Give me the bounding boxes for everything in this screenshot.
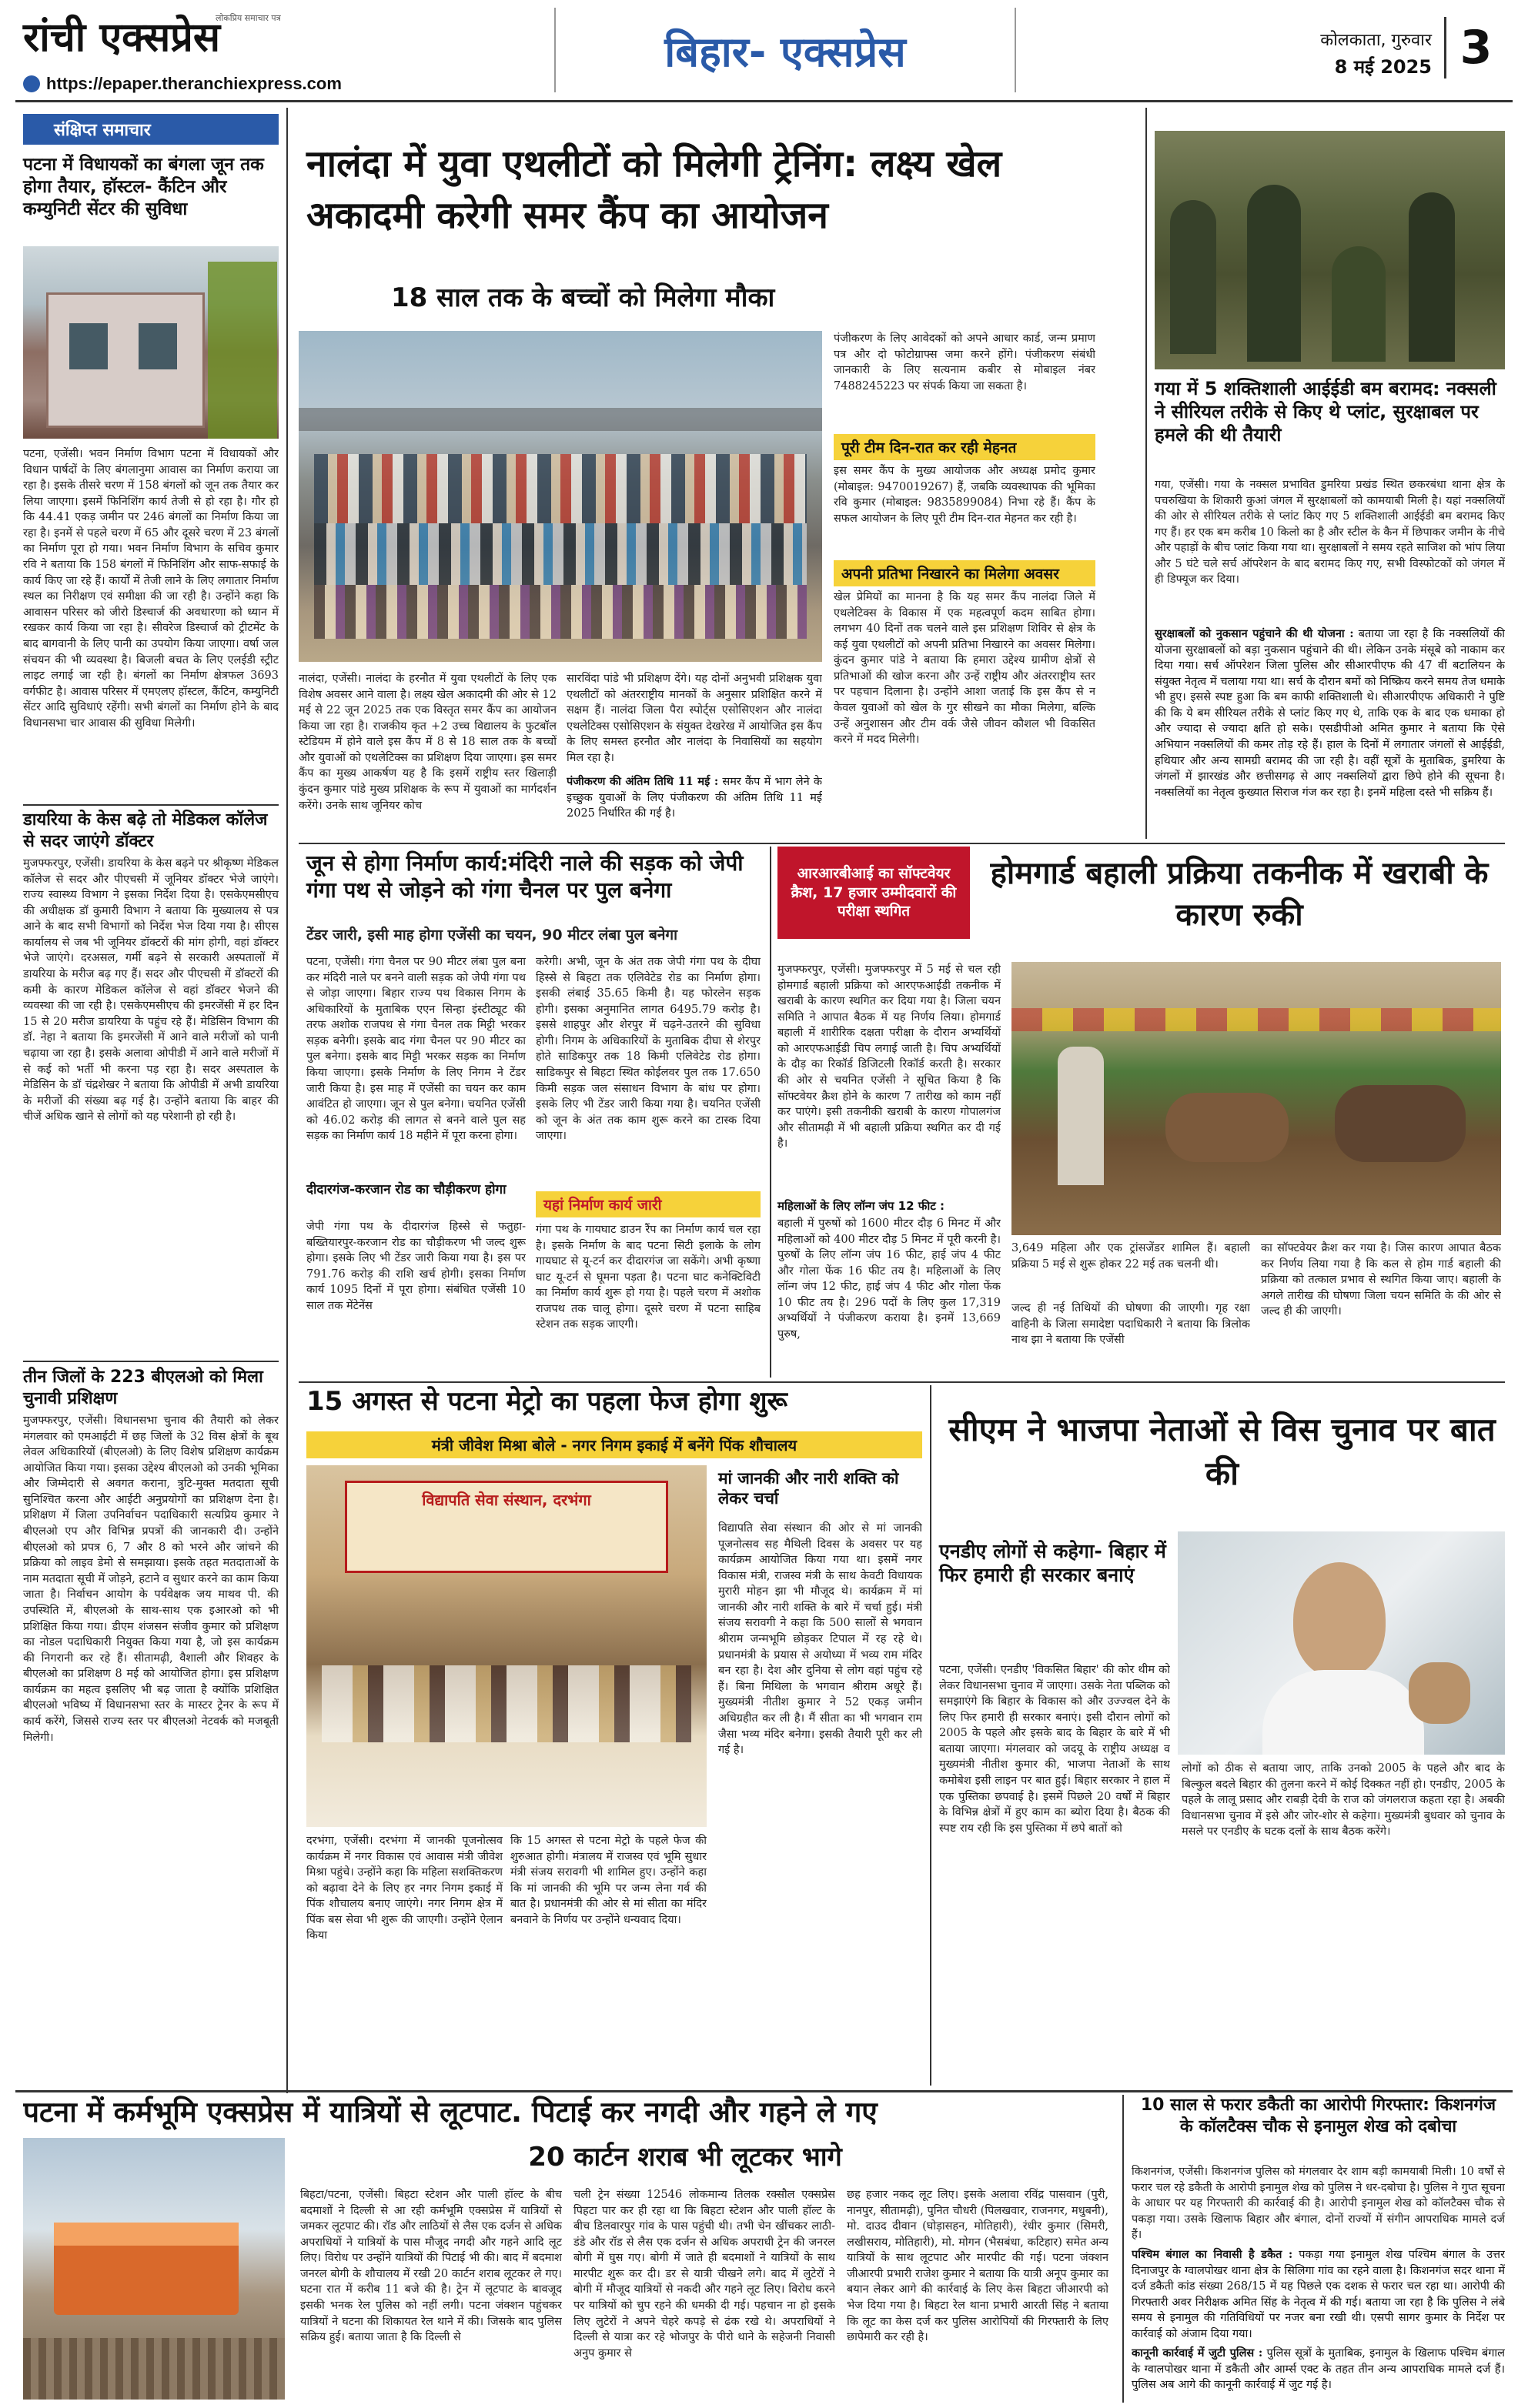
metro-col2: कि 15 अगस्त से पटना मेट्रो के पहले फेज की शुरुआत होगी। मंत्रालय में राजस्व एवं भूमि सुधार मंत्री संजय सरावगी भी शामिल हुए। उन्होंने कहा कि मां जानकी की भूमि पर जन्म लेना गर्व की बात है। प्रधानमंत्री की ओर से मां सीता का मंदिर बनवाने के निर्णय पर उन्होंने धन्यवाद दिया। <box>510 1835 707 1926</box>
kishanganj-sub2: कानूनी कार्रवाई में जुटी पुलिस : पुलिस सूत्रों के मुताबिक, इनामुल के खिलाफ पश्चिम बंगाल के ग्वालपोखर थाना में डकैती और आर्म्स एक्ट के तहत तीन अन्य आपराधिक मामले दर्ज हैं। पुलिस अब आगे की कानूनी कार्रवाई में जुट गई है। <box>1132 2346 1505 2392</box>
homeguard-story <box>777 847 1505 1378</box>
event-banner: विद्यापति सेवा संस्थान, दरभंगा <box>345 1481 668 1573</box>
train-col2: चली ट्रेन संख्या 12546 लोकमान्य तिलक रक्सौल एक्सप्रेस पिहटा पार कर ही रहा था कि बिहटा स्टेशन और पाली हॉल्ट के बीच डिलवारपुर गांव के पास पहुंची थी। तभी चेन खींचकर लाठी-डंडे और रॉड से लैस एक दर्जन से अधिक अपराधी ट्रेन की जनरल बोगी में घुस गए। बोगी में जाते ही बदमाशों ने यात्रियों के साथ मारपीट शुरू कर दी। डर से यात्री चीखने लगे। बाद में लुटेरों ने बोगी में मौजूद यात्रियों से नकदी और गहने लूट लिए। विरोध करने पर यात्रियों को चुप रहने की धमकी दी गई। पहचान ना हो इसके लिए लुटेरों ने अपने चेहरे कपड़े से ढंक रखे थे। अपराधियों ने दिल्ली से यात्रा कर रहे भोजपुर के पीरो थाने के सहेजनी निवासी अनुप कुमार से <box>573 2189 835 2360</box>
metro-headline: 15 अगस्त से पटना मेट्रो का पहला फेज होगा शुरू <box>306 1386 787 1417</box>
section-title: बिहार- एक्सप्रेस <box>554 8 1016 92</box>
epaper-url[interactable]: https://epaper.theranchiexpress.com <box>23 72 454 95</box>
homeguard-col2: 3,649 महिला और एक ट्रांसजेंडर शामिल हैं। बहाली प्रक्रिया 5 मई से शुरू होकर 22 मई तक चलनी थी। <box>1011 1242 1250 1271</box>
lead-col1: नालंदा, एजेंसी। नालंदा के हरनौत में युवा एथलीटों के लिए एक विशेष अवसर आने वाला है। लक्ष्य खेल अकादमी की ओर से 12 मई से 22 जून 2025 तक एक विस्तृत समर कैंप का आयोजन किया जा रहा है। राजकीय कृत +2 उच्च विद्यालय के फुटबॉल स्टेडियम में होने वाले इस कैंप में 8 से 18 साल तक के बच्चों और युवाओं को एथलेटिक्स का प्रशिक्षण दिया जाएगा। इस समर कैंप का मुख्य आकर्षण यह है कि इसमें राष्ट्रीय स्तर खिलाड़ी कुंदन कुमार पांडे मुख्य प्रशिक्षक के रूप में युवाओं का मार्गदर्शन करेंगे। उनके साथ जूनियर कोच <box>299 673 557 812</box>
train-headline: पटना में कर्मभूमि एक्सप्रेस में यात्रियों से लूटपाट. पिटाई कर नगदी और गहने ले गए <box>23 2096 878 2129</box>
lead-bar2-body: खेल प्रेमियों का मानना है कि यह समर कैंप नालंदा जिले में एथलेटिक्स के विकास में एक महत्वपूर्ण कदम साबित होगा। लगभग 40 दिनों तक चलने वाले इस प्रशिक्षण शिविर से क्षेत्र के कई युवा एथलीटों को अपनी प्रतिभा निखारने का अवसर मिलेगा। कुंदन कुमार पांडे ने बताया कि हमारा उद्देश्य ग्रामीण क्षेत्रों से प्रतिभाओं की खोज करना और उन्हें राष्ट्रीय और अंतरराष्ट्रीय स्तर पर पहचान दिलाना है। उन्होंने आशा जताई कि इस कैंप से न केवल युवाओं को खेल के गुर सीखने का मौका मिलेगा, बल्कि उन्हें अनुशासन और टीम वर्क जैसे जीवन कौशल भी विकसित करने में मदद मिलेगी। <box>834 591 1095 746</box>
kishanganj-story <box>1132 2095 1505 2403</box>
metro-yellow-bar: मंत्री जीवेश मिश्रा बोले - नगर निगम इकाई में बनेंगे पिंक शौचालय <box>306 1431 922 1458</box>
gaya-sub: सुरक्षाबलों को नुकसान पहुंचाने की थी योजना : बताया जा रहा है कि नक्सलियों की योजना सुरक्षाबलों को बड़ा नुकसान पहुंचाने की थी। लेकिन उनके मंसूबे को नाकाम कर दिया गया। सर्च ऑपरेशन जिला पुलिस और सीआरपीएफ की 47 वीं बटालियन के संयुक्त नेतृत्व में चलाया गया था। सर्च के दौरान बमों को निष्क्रिय करने समय तेज धमाके भी हुए। इससे स्पष्ट हुआ कि बम काफी शक्तिशाली थे। सीआरपीएफ अधिकारी ने पुष्टि की कि ये बम सीरियल तरीके से प्लांट किए गए थे, ताकि एक के बाद एक धमाका हो और ज्यादा से ज्यादा क्षति हो सके। एसडीपीओ अमित कुमार ने बताया कि ऐसे अभियान नक्सलियों की कमर तोड़ रहे हैं। हाल के दिनों में लगातार जंगलों से आईईडी, हथियार और अन्य सामग्री बरामद की जा रही है। वहीं सूत्रों के मुताबिक, डुमरिया के जंगलों में झारखंड और छत्तीसगढ़ से आए नक्सलियों द्वारा छिपे होने की सूचना है। नक्सलियों का नेतृत्व कुख्यात सिराज गंज कर रहा है। इनमें महिला दस्ते भी सक्रिय हैं। <box>1155 627 1505 799</box>
metro-side-body: विद्यापति सेवा संस्थान की ओर से मां जानकी पूजनोत्सव सह मैथिली दिवस के अवसर पर यह कार्यक्रम आयोजित किया गया था। इसमें नगर विकास मंत्री, राजस्व मंत्री के साथ केवटी विधायक मुरारी मोहन झा भी मौजूद थे। कार्यक्रम में मां जानकी और नारी शक्ति के बारे में चर्चा हुई। मंत्री संजय सरावगी ने कहा कि 500 सालों से भगवान श्रीराम जन्मभूमि छोड़कर टिपाल में रह रहे थे। प्रधानमंत्री के प्रयास से अयोध्या में भव्य राम मंदिर बन रहा है। देश और दुनिया से लोग वहां पहुंच रहे हैं। बिना मिथिला के भगवान श्रीराम अधूरे हैं। मुख्यमंत्री नीतीश कुमार ने 52 एकड़ जमीन अधिग्रहीत कर ली है। मैं सीता का भी भगवान राम जैसा भव्य मंदिर बनेगा। इसकी तैयारी पूरी कर ली गई है। <box>718 1522 922 1757</box>
rule-above-bottom <box>15 2090 1513 2092</box>
train-right-rule <box>1122 2095 1124 2403</box>
rule-below-lead <box>299 843 1505 844</box>
metro-story <box>299 1385 924 2086</box>
brief-1-headline: पटना में विधायकों का बंगला जून तक होगा तैयार, हॉस्टल- कैंटिन और कम्युनिटी सेंटर की सुविधा <box>23 155 264 219</box>
train-col3: छह हजार नकद लूट लिए। इसके अलावा रविंद्र पासवान (पुरी, नानपुर, सीतामढ़ी), पुनित चौधरी (पिलखवार, राजनगर, मधुबनी), मो. दाउद दीवान (घोड़ासहन, मोतिहारी), रंधीर कुमार (सिमरी, लखीसराय, मोतिहारी), मो. मोगन (भैसबंधा, कटिहार) समेत अन्य यात्रियों के साथ लूटपाट और मारपीट की गई। पटना जंक्शन जीआरपी प्रभारी राजेश कुमार ने बताया कि यात्री अनूप कुमार का बयान लेकर आगे की कार्रवाई के लिए केस बिहटा जीआरपी को भेज दिया गया है। बिहटा रेल थाना प्रभारी आरती सिंह ने बताया कि लूट का केस दर्ज कर पुलिस आरोपियों की गिरफ्तारी के लिए छापेमारी कर रही है। <box>847 2189 1108 2344</box>
gaya-headline: गया में 5 शक्तिशाली आईईडी बम बरामद: नक्सली ने सीरियल तरीके से किए थे प्लांट, सुरक्षाबल पर हमले की थी तैयारी <box>1155 378 1496 446</box>
lead-bar1: पूरी टीम दिन-रात कर रही मेहनत <box>834 434 1095 460</box>
kishanganj-body: किशनगंज, एजेंसी। किशनगंज पुलिस को मंगलवार देर शाम बड़ी कामयाबी मिली। 10 वर्षों से फरार चल रहे डकैती के आरोपी इनामुल शेख को पुलिस ने धर-दबोचा है। पुलिस ने गुप्त सूचना के आधार पर यह गिरफ्तारी की कार्रवाई की है। आरोपी इनामुल शेख को कॉलटैक्स चौक से पकड़ा गया। उसके खिलाफ बिहार और बंगाल, दोनों राज्यों में संगीन आपराधिक मामले दर्ज हैं। <box>1132 2166 1505 2242</box>
train-col1: बिहटा/पटना, एजेंसी। बिहटा स्टेशन और पाली हॉल्ट के बीच बदमाशों ने दिल्ली से आ रही कर्मभूमि एक्सप्रेस में यात्रियों से जमकर लूटपाट की। रॉड और लाठियों से लैस एक दर्जन से अधिक अपराधियों ने यात्रियों के पास मौजूद नगदी और गहने आदि लूट लिए। विरोध पर उन्होंने यात्रियों की पिटाई भी की। बाद में बदमाश जनरल बोगी के शौचालय में रखी 20 कार्टन शराब लूटकर ले गए। घटना रात में करीब 11 बजे की है। ट्रेन में लूटपाट के बावजूद इसकी भनक रेल पुलिस को नहीं लगी। पटना जंक्शन पहुंचकर यात्रियों ने घटना की शिकायत रेल थाने में की। जिसके बाद पुलिस सक्रिय हुई। बताया जाता है कि दिल्ली से <box>300 2189 562 2344</box>
homeguard-col1b: बहाली में पुरुषों को 1600 मीटर दौड़ 6 मिनट में और महिलाओं को 400 मीटर दौड़ 5 मिनट में पूरी करनी है। पुरुषों के लिए लॉन्ग जंप 16 फीट, हाई जंप 4 फीट और गोला फेंक 16 फीट तय है। महिलाओं के लिए लॉन्ग जंप 12 फीट, हाई जंप 4 फीट और गोला फेंक 10 फीट तय है। 296 पदों के लिए कुल 17,319 अभ्यर्थियों ने पंजीकरण कराया है। इनमें 13,669 पुरुष, <box>777 1217 1001 1341</box>
bridge-story <box>299 847 761 1378</box>
issue-date: 8 मई 2025 <box>1334 56 1432 78</box>
cm-portrait-photo <box>1178 1531 1505 1755</box>
masthead-divider <box>15 100 1513 102</box>
metro-right-rule <box>930 1385 931 2086</box>
lead-headline: नालंदा में युवा एथलीटों को मिलेगी ट्रेनिंग: लक्ष्य खेल अकादमी करेगी समर कैंप का आयोजन <box>306 142 1002 238</box>
brief-2-body: मुजफ्फरपुर, एजेंसी। डायरिया के केस बढ़ने पर श्रीकृष्ण मेडिकल कॉलेज से सदर और पीएचसी में जूनियर डॉक्टर भेजे जाएंगे। राज्य स्वास्थ्य विभाग ने इसका निर्देश दिया है। एसकेएमसीएच की अधीक्षक डॉ कुमारी विभाग ने बताया कि मुख्यालय से पत्र आने के बाद सभी विभागों को निर्देश भेज दिया गया है। सीएस कार्यालय से जब भी जूनियर डॉक्टरों की मांग होगी, वहां डॉक्टर भेजे जाएंगे। दरअसल, गर्मी बढ़ने से सरकारी अस्पतालों में डायरिया के मरीज बढ़ गए हैं। सदर और पीएचसी में डॉक्टरों की कमी के कारण मेडिकल कॉलेज से वहां डॉक्टर भेजने की व्यवस्था की जा रही है। एसकेएमसीएच की इमरजेंसी में हर दिन 15 से 20 मरीज डायरिया के पहुंच रहे हैं। मेडिसिन विभाग की डॉ. नेहा ने बताया कि इमरजेंसी में आने वाले मरीजों को पानी चढ़ाया जा रहा है। इसके अलावा ओपीडी में आने वाले मरीजों में से कई को भर्ती भी करना पड़ रहा है। सदर अस्पताल के मेडिसिन के डॉ चंद्रशेखर ने बताया कि ओपीडी में अभी डायरिया के मरीजों की संख्या बढ़ गई है। उन्होंने बताया कि बाहर की चीजें अधिक खाने से लोगों को यह परेशानी हो रही है। <box>23 857 279 1124</box>
kishanganj-sub: पश्चिम बंगाल का निवासी है डकैत : पकड़ा गया इनामुल शेख पश्चिम बंगाल के उत्तर दिनाजपुर के ग्वालपोखर थाना क्षेत्र के सिलिगा गांव का रहने वाला है। किशनगंज सदर थाना में दर्ज डकैती कांड संख्या 268/15 में यह पिछले एक दशक से फरार चल रहा था। आरोपी की गिरफ्तारी अवर निरीक्षक अमित सिंह के नेतृत्व में की गई। बताया जा रहा है कि पुलिस ने लंबे समय से इनामुल की गतिविधियों पर नजर बना रखी थी। एसपी सागर कुमार के निर्देश पर कार्रवाई को अंजाम दिया गया। <box>1132 2248 1505 2340</box>
brief-3-body: मुजफ्फरपुर, एजेंसी। विधानसभा चुनाव की तैयारी को लेकर मंगलवार को एमआईटी में छह जिलों के 32 विस क्षेत्रों के बूथ लेवल अधिकारियों (बीएलओ) के लिए विशेष प्रशिक्षण कार्यक्रम आयोजित किया गया। इसका उद्देश्य बीएलओ को उनकी भूमिका और जिम्मेदारी से अवगत कराना, त्रुटि-मुक्त मतदाता सूची सुनिश्चित करना और आईटी अनुप्रयोगों का प्रशिक्षण देना है। प्रशिक्षण में जिला उपनिर्वाचन पदाधिकारी सत्यप्रिय कुमार ने बीएलओ एप और विभिन्न प्रपत्रों की जानकारी दी। उन्होंने बीएलओ को प्रपत्र 6, 7 और 8 को भरने और जांचने की प्रक्रिया को लाइव डेमो से समझाया। इसके तहत मतदाताओं के नाम मतदाता सूची में जोड़ने, हटाने व सुधार करने का काम किया जाता है। निर्वाचन आयोग के पर्यवेक्षक जय माथव पी. की उपस्थिति में, बीएलओ के साथ-साथ एक इआरओ को भी प्रशिक्षित किया गया। डीएम शंजसन संजीव कुमार को प्रशिक्षण का नोडल पदाधिकारी नियुक्त किया गया है, जो इस कार्यक्रम की निगरानी कर रहे हैं। सीतामढ़ी, वैशाली और शिवहर के बीएलओ का प्रशिक्षण 8 मई को आयोजित होगा। इस प्रशिक्षण कार्यक्रम का महत्व इसलिए भी बढ़ जाता है क्योंकि प्रशिक्षित बीएलओ भविष्य में विधानसभा स्तर के मास्टर ट्रेनर के रूप में कार्य करेंगे, जिससे राज्य स्तर पर बीएलओ नेटवर्क को मजबूती मिलेगी। <box>23 1414 279 1744</box>
bridge-right-rule <box>770 847 771 1378</box>
brief-column-rule <box>286 108 288 2093</box>
metro-side-head: मां जानकी और नारी शक्ति को लेकर चर्चा <box>718 1469 899 1508</box>
gaya-story <box>1155 108 1505 839</box>
brief-2-headline: डायरिया के केस बढ़े तो मेडिकल कॉलेज से सदर जाएंगे डॉक्टर <box>23 810 268 851</box>
brief-label: संक्षिप्त समाचार <box>23 114 279 145</box>
kishanganj-headline: 10 साल से फरार डकैती का आरोपी गिरफ्तार: किशनगंज के कॉलटैक्स चौक से इनामुल शेख को दबोचा <box>1140 2096 1496 2136</box>
homeguard-sub: महिलाओं के लिए लॉन्ग जंप 12 फीट : <box>777 1199 945 1213</box>
train-subhead: 20 कार्टन शराब भी लूटकर भागे <box>528 2142 842 2173</box>
cm-story <box>939 1385 1505 2086</box>
brief-column <box>23 108 279 2093</box>
cm-headline: सीएम ने भाजपा नेताओं से विस चुनाव पर बात की <box>948 1411 1496 1492</box>
bungalow-photo <box>23 246 279 439</box>
brief-1-body: पटना, एजेंसी। भवन निर्माण विभाग पटना में विधायकों और विधान पार्षदों के लिए बंगलानुमा आवास का निर्माण कराया जा रहा है। इसके तीसरे चरण में 158 बंगलों को जून तक तैयार कर लिया जाएगा। इसमें फिनिशिंग कार्य तेजी से हो रहा है। गौर हो कि 44.41 एकड़ जमीन पर 246 बंगलों का निर्माण किया जा रहा है। इनमें से पहले चरण में 65 और दूसरे चरण में 23 बंगलों का निर्माण पूरा हो गया। भवन निर्माण विभाग के सचिव कुमार रवि ने बताया कि 158 बंगलों में फिनिशिंग और साफ-सफाई के कार्य किए जा रहे हैं। कार्यों में तेजी लाने के लिए लगातार निर्माण स्थल का निरीक्षण एवं समीक्षा की जा रही है। उन्होंने कहा कि आवासन परिसर को जीरो डिस्चार्ज की अवधारणा को ध्यान में रखकर कार्य किया जा रहा है। सीवरेज डिस्चार्ज को ट्रीटमेंट के बाद बागवानी के लिए पानी का उपयोग किया जाएगा। वर्षा जल संचयन की भी व्यवस्था है। बिजली बचत के लिए एलईडी स्ट्रीट लाइट लगाई जा रही है। बंगलों का निर्माण क्षेत्रफल 3693 वर्गफीट है। आवास परिसर में एमएलए हॉस्टल, कैंटिन, कम्युनिटी सेंटर आदि सुविधाएं रहेंगी। सभी बंगलों का निर्माण होने के बाद विधानसभा चार आवास की सुविधा मिलेगी। <box>23 448 279 730</box>
event-photo <box>306 1465 707 1827</box>
bridge-headline: जून से होगा निर्माण कार्य:मंदिरी नाले की सड़क को जेपी गंगा पथ से जोड़ने को गंगा चैनल पर पुल बनेगा <box>306 850 744 903</box>
homeguard-col2b: जल्द ही नई तिथियों की घोषणा की जाएगी। गृह रक्षा वाहिनी के जिला समादेष्टा पदाधिकारी ने बताया कि त्रिलोक नाथ झा ने बताया कि एजेंसी <box>1011 1302 1250 1347</box>
lead-bar2: अपनी प्रतिभा निखारने का मिलेगा अवसर <box>834 560 1095 586</box>
rrb-box: आरआरबीआई का सॉफ्टवेयर क्रैश, 17 हजार उम्मीदवारों की परीक्षा स्थगित <box>777 847 970 939</box>
lead-col2: सारविंदा पांडे भी प्रशिक्षण देंगे। यह दोनों अनुभवी प्रशिक्षक युवा एथलीटों को अंतरराष्ट्रीय मानकों के अनुसार प्रशिक्षित करने में सक्षम हैं। नालंदा जिला पैरा स्पोर्ट्स एसोसिएशन और नालंदा एथलेटिक्स एसोसिएशन के संयुक्त देखरेख में आयोजित इस कैंप के लिए समस्त हरनौत और नालंदा के निवासियों का सहयोग मिल रहा है। <box>567 673 822 764</box>
lead-col3: पंजीकरण के लिए आवेदकों को अपने आधार कार्ड, जन्म प्रमाण पत्र और दो फोटोग्राफ्स जमा करने होंगे। पंजीकरण संबंधी जानकारी के लिए सत्यनाम कबीर से मोबाइल नंबर 7488245223 पर संपर्क किया जा सकता है। <box>834 332 1095 392</box>
bridge-sub-c2: यहां निर्माण कार्य जारी <box>536 1191 761 1217</box>
homeguard-headline: होमगार्ड बहाली प्रक्रिया तकनीक में खराबी के कारण रुकी <box>990 856 1489 933</box>
lead-right-rule <box>1145 108 1147 839</box>
page-number: 3 <box>1444 17 1506 78</box>
brief-3-headline: तीन जिलों के 223 बीएलओ को मिला चुनावी प्रशिक्षण <box>23 1368 263 1408</box>
gaya-body: गया, एजेंसी। गया के नक्सल प्रभावित डुमरिया प्रखंड स्थित छकरबंधा थाना क्षेत्र के पचरुखिया के शिकारी कुआं जंगल में सुरक्षाबलों को कामयाबी मिली है। यहां नक्सलियों की ओर से सीरियल तरीके से प्लांट किए गए 5 शक्तिशाली आईईडी बम बरामद किए गए हैं। हर एक बम करीब 10 किलो का है और स्टील के कैन में छिपाकर जमीन के नीचे और पहाड़ों के बीच प्लांट किया गया था। सुरक्षाबलों ने समय रहते साजिश को भांप लिया और 5 घंटे चले सर्च ऑपरेशन के बाद बरामद किए गए, सभी विस्फोटकों को जंगल में ही डिफ्यूज कर दिया। <box>1155 479 1505 586</box>
metro-col1: दरभंगा, एजेंसी। दरभंगा में जानकी पूजनोत्सव कार्यक्रम में नगर विकास एवं आवास मंत्री जीवेश मिश्रा पहुंचे। उन्होंने कहा कि महिला सशक्तिकरण को बढ़ावा देने के लिए हर नगर निगम इकाई में पिंक शौचालय बनाए जाएंगे। नगर निगम क्षेत्र में पिंक बस सेवा भी शुरू की जाएगी। उन्होंने ऐलान किया <box>306 1835 503 1942</box>
bridge-col2b: गंगा पथ के गायघाट डाउन रैंप का निर्माण कार्य चल रहा है। इसके निर्माण के बाद पटना सिटी इलाके के लोग गायघाट से यू-टर्न कर दीदारगंज जा सकेंगे। अभी कृष्णा घाट यू-टर्न से घूमना पड़ता है। पटना घाट कनेक्टिविटी का निर्माण कार्य शुरू हो गया है। पहले चरण में अशोक राजपथ तक चालू होगा। दूसरे चरण में पटना साहिब स्टेशन तक सड़क जाएगी। <box>536 1224 761 1331</box>
cm-col1: पटना, एजेंसी। एनडीए 'विकसित बिहार' की कोर थीम को लेकर विधानसभा चुनाव में जाएगा। उसके नेता पब्लिक को समझाएंगे कि बिहार के विकास को और उज्ज्वल देने के लिए फिर हमारी ही सरकार बनाएं। इसी दौरान लोगों को 2005 के पहले और इसके बाद के बिहार के बारे में भी बताया जाएगा। मंगलवार को जदयू के राष्ट्रीय अध्यक्ष व मुख्यमंत्री नीतीश कुमार की, भाजपा नेताओं के साथ कमोबेश इसी लाइन पर बात हुई। बिहार सरकार ने हाल में एक पुस्तिका छपवाई है। इसमें पिछले 20 वर्षों में बिहार के विभिन्न क्षेत्रों में हुए काम का ब्योरा दिया है। बैठक की स्पष्ट राय रही कि इस पुस्तिका में छपे बातों को <box>939 1664 1170 1835</box>
lead-bar1-body: इस समर कैंप के मुख्य आयोजक और अध्यक्ष प्रमोद कुमार (मोबाइल: 9470019267) हैं, जबकि व्यवस्थापक की भूमिका रवि कुमार (मोबाइल: 9835899084) निभा रहे हैं। कैंप के सफल आयोजन के लिए पूरी टीम दिन-रात मेहनत कर रही है। <box>834 465 1095 525</box>
city-day: कोलकाता, गुरुवार <box>1320 31 1432 50</box>
brief-divider-1 <box>23 804 279 806</box>
train-photo <box>23 2138 285 2400</box>
bridge-sub-c1: दीदारगंज-करजान रोड का चौड़ीकरण होगा <box>306 1182 507 1197</box>
logo-tagline: लोकप्रिय समाचार पत्र <box>216 13 281 23</box>
masthead <box>0 0 1528 100</box>
globe-icon <box>23 75 40 92</box>
lead-subhead: 18 साल तक के बच्चों को मिलेगा मौका <box>391 282 775 313</box>
bridge-col1b: जेपी गंगा पथ के दीदारगंज हिस्से से फतुहा-बख्तियारपुर-करजान रोड का चौड़ीकरण भी जल्द शुरू होगा। इसके लिए भी टेंडर जारी किया गया है। इस पर 791.76 करोड़ की राशि खर्च होगी। इसका निर्माण कार्य 1095 दिनों में पूरा होगा। संबंधित एजेंसी 10 साल तक मेंटेनेंस <box>306 1221 526 1312</box>
bridge-col2: करेगी। अभी, जून के अंत तक जेपी गंगा पथ के दीघा हिस्से से बिहटा तक एलिवेटेड रोड का निर्माण होगा। इसकी लंबाई 35.65 किमी है। यह फोरलेन सड़क होगी। इसका अनुमानित लागत 6495.79 करोड़ है। इससे शाहपुर और शेरपुर में चढ़ने-उतरने की सुविधा होगी। निगम के अधिकारियों के मुताबिक दीघा से शेरपुर होते साडिकपुर तक 18 किमी एलिवेटेड रोड होगा। साडिकपुर से बिहटा स्थित कोईलवर पुल तक 17.650 किमी सड़क जल संसाधन विभाग के बांध पर होगा। इसके लिए भी टेंडर जारी किया गया है। चयनित एजेंसी को जून के अंत तक काम शुरू करने का टास्क दिया जाएगा। <box>536 956 761 1143</box>
homeguard-col3: का सॉफ्टवेयर क्रैश कर गया है। जिस कारण आपात बैठक कर निर्णय लिया गया है कि कल से होम गार्ड बहाली की प्रक्रिया को तत्काल प्रभाव से स्थगित किया जाए। बहाली के अगले तारीख की घोषणा जिला चयन समिति के की ओर से जल्द ही की जाएगी। <box>1261 1242 1501 1318</box>
recruitment-photo <box>1011 962 1501 1235</box>
homeguard-col1: मुजफ्फरपुर, एजेंसी। मुजफ्फरपुर में 5 मई से चल रही होमगार्ड बहाली प्रक्रिया को आरएफआईडी तकनीक में खराबी के कारण स्थगित कर दिया गया है। जिला चयन समिति ने आपात बैठक में यह निर्णय लिया। होमगार्ड बहाली में शारीरिक दक्षता परीक्षा के दौरान अभ्यर्थियों को आरएफआईडी चिप लगाई जाती है। चिप अभ्यर्थियों के दौड़ का रिकॉर्ड डिजिटली रिकॉर्ड करती है। सरकार की ओर से चयनित एजेंसी ने सूचित किया है कि सॉफ्टवेयर क्रैश होने के कारण 7 तारीख को काम नहीं कर पाएंगे। इसी तकनीकी खराबी के कारण गोपालगंज और सीतामढ़ी में भी बहाली प्रक्रिया स्थगित कर दी गई है। <box>777 964 1001 1151</box>
bridge-col1: पटना, एजेंसी। गंगा चैनल पर 90 मीटर लंबा पुल बना कर मंदिरी नाले पर बनने वाली सड़क को जेपी गंगा पथ से जोड़ा जाएगा। बिहार राज्य पथ विकास निगम के अधिकारियों के मुताबिक एएन सिन्हा इंस्टीट्यूट की तरफ अशोक राजपथ से गंगा चैनल तक मिट्टी भरकर सड़क बनेगी। इसके बाद गंगा चैनल पर 90 मीटर का पुल बनेगा। इसके बाद मिट्टी भरकर सड़क का निर्माण किया जाएगा। इसके निर्माण के लिए निगम ने टेंडर जारी किया है। इस माह में एजेंसी का चयन कर काम आवंटित हो जाएगा। जून से पुल बनेगा। चयनित एजेंसी को 46.02 करोड़ की लागत से बनने वाले पुल सह सड़क का निर्माण कार्य 18 महीने में पूरा करना होगा। <box>306 956 526 1143</box>
logo-text: रांची एक्सप्रेस <box>23 14 221 61</box>
bridge-subhead: टेंडर जारी, इसी माह होगा एजेंसी का चयन, 90 मीटर लंबा पुल बनेगा <box>306 927 678 943</box>
cm-col2: लोगों को ठीक से बताया जाए, ताकि उनको 2005 के पहले और बाद के बिल्कुल बदले बिहार की तुलना करने में कोई दिक्कत नहीं हो। एनडीए, 2005 के पहले के लालू प्रसाद और राबड़ी देवी के राज को जंगलराज कहता रहा है। अबकी विधानसभा चुनाव में इसे और जोर-शोर से कहेगा। मुख्यमंत्री बुधवार को चुनाव के मसले पर एनडीए के घटक दलों के साथ बैठक करेंगे। <box>1182 1762 1505 1839</box>
lead-sub1: पंजीकरण की अंतिम तिथि 11 मई : समर कैंप में भाग लेने के इच्छुक युवाओं के लिए पंजीकरण की अंतिम तिथि 11 मई 2025 निर्धारित की गई है। <box>567 775 822 820</box>
train-story <box>23 2095 1116 2403</box>
cm-subhead: एनडीए लोगों से कहेगा- बिहार में फिर हमारी ही सरकार बनाएं <box>939 1540 1166 1587</box>
lead-story <box>299 108 1138 839</box>
rule-below-bridge <box>299 1381 1505 1383</box>
brief-divider-2 <box>23 1361 279 1362</box>
athletes-group-photo <box>299 331 822 662</box>
security-forces-photo <box>1155 131 1505 369</box>
